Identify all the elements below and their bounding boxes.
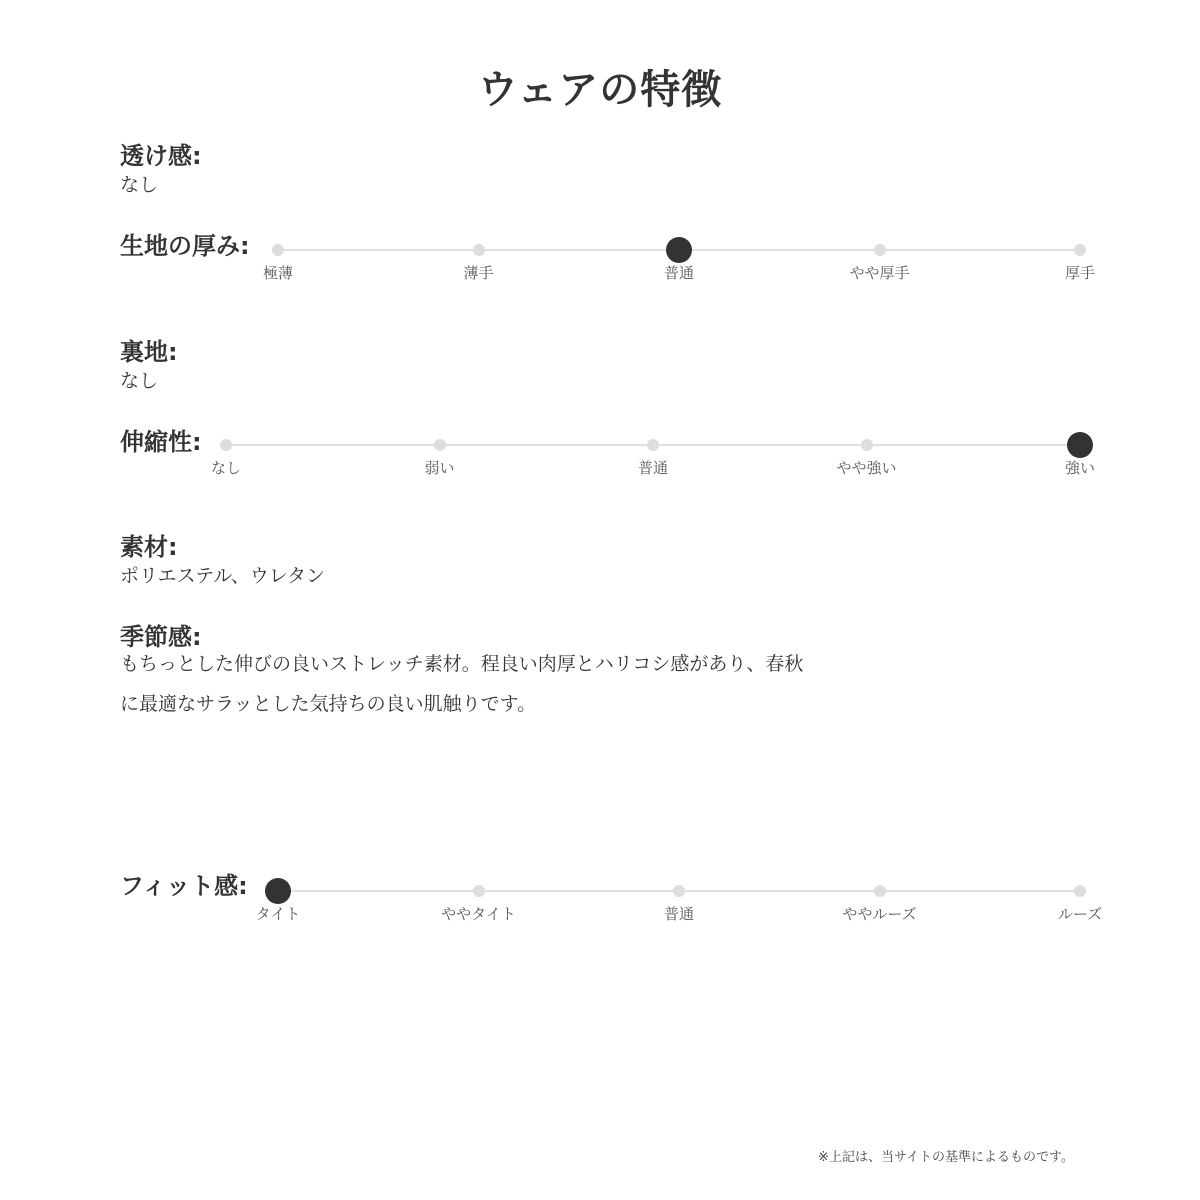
fit-scale-stop-label: 普通 [663, 905, 694, 923]
thickness-scale-dot [1074, 244, 1086, 256]
fit-scale-dot [473, 885, 485, 897]
thickness-scale-selected-dot [666, 237, 692, 263]
stretch-scale-stop-label: 普通 [637, 459, 668, 477]
page-title: ウェアの特徴 [477, 67, 723, 113]
lining-value: なし [120, 370, 159, 392]
season-description-line: もちっとした伸びの良いストレッチ素材。程良い肉厚とハリコシ感があり、春秋 [120, 653, 804, 675]
stretch-scale-stop-label: やや強い [836, 459, 897, 477]
fit-scale-stop-label: タイト [255, 905, 301, 923]
stretch-scale-dot [434, 439, 446, 451]
thickness-scale-stop-label: 普通 [663, 264, 694, 282]
fit-scale-stop-label: ルーズ [1057, 905, 1103, 923]
fit-scale [255, 881, 1103, 941]
thickness-scale-dot [473, 244, 485, 256]
stretch-scale-stop-label: なし [210, 459, 241, 477]
stretch-label: 伸縮性: [120, 428, 202, 456]
fit-scale-selected-dot [265, 878, 291, 904]
thickness-scale-stop-label: 薄手 [463, 264, 494, 282]
season-label: 季節感: [120, 623, 202, 651]
stretch-scale-dot [647, 439, 659, 451]
fit-scale-dot [1074, 885, 1086, 897]
stretch-scale-stop-label: 強い [1064, 459, 1095, 477]
stretch-scale-stop-label: 弱い [424, 459, 455, 477]
season-description [120, 644, 880, 724]
footnote: ※上記は、当サイトの基準によるものです。 [818, 1150, 1074, 1165]
thickness-scale-dot [874, 244, 886, 256]
material-label: 素材: [120, 533, 178, 561]
thickness-scale-stop-label: 極薄 [262, 264, 293, 282]
stretch-scale [210, 435, 1095, 495]
transparency-value: なし [120, 174, 159, 196]
fit-scale-dot [673, 885, 685, 897]
stretch-scale-dot [861, 439, 873, 451]
material-value: ポリエステル、ウレタン [120, 565, 326, 587]
lining-label: 裏地: [120, 338, 178, 366]
transparency-label: 透け感: [120, 142, 202, 170]
season-description-line: に最適なサラッとした気持ちの良い肌触りです。 [120, 693, 537, 715]
fit-scale-dot [874, 885, 886, 897]
fit-scale-stop-label: ややタイト [441, 905, 516, 923]
stretch-scale-selected-dot [1067, 432, 1093, 458]
thickness-scale-dot [272, 244, 284, 256]
thickness-scale [262, 240, 1095, 300]
fit-scale-stop-label: ややルーズ [842, 905, 917, 923]
fit-label: フィット感: [120, 872, 248, 900]
thickness-scale-stop-label: 厚手 [1064, 264, 1095, 282]
stretch-scale-dot [220, 439, 232, 451]
thickness-scale-stop-label: やや厚手 [849, 264, 910, 282]
thickness-label: 生地の厚み: [120, 232, 250, 260]
